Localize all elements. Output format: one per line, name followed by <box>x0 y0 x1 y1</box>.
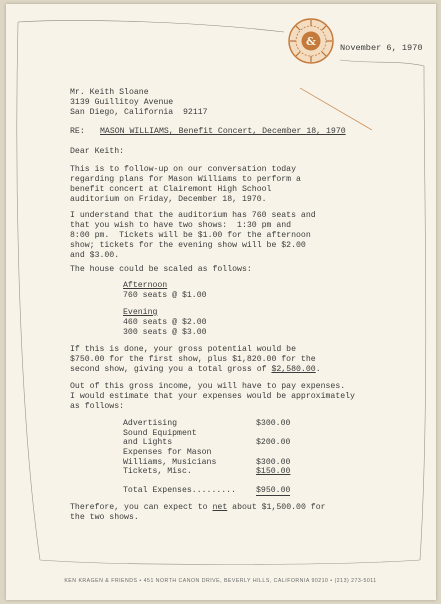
closing-emphasis: net <box>212 503 228 512</box>
gross-total: $2,580.00 <box>271 365 316 374</box>
paragraph-line: I would estimate that your expenses would be approximately <box>70 392 355 401</box>
paragraph-line: This is to follow-up on our conversation today <box>70 165 297 174</box>
expense-label: Expenses for Mason <box>123 448 212 457</box>
paragraph-line: regarding plans for Mason Williams to perform a <box>70 175 301 184</box>
gross-period: . <box>315 365 321 374</box>
paragraph-line: If this is done, your gross potential would be <box>70 345 297 354</box>
expense-label: Williams, Musicians <box>123 458 217 467</box>
paragraph-line: and $3.00. <box>70 251 120 260</box>
expense-amount: $150.00 <box>256 467 291 476</box>
closing-line <box>70 503 326 513</box>
expense-amount: $200.00 <box>256 438 291 447</box>
friends-logo-icon <box>287 17 335 65</box>
total-expenses-label: Total Expenses......... <box>123 486 237 495</box>
paragraph-line: 8:00 pm. Tickets will be $1.00 for the afternoon <box>70 231 311 240</box>
paragraph-line: Out of this gross income, you will have to pay expenses. <box>70 382 346 391</box>
closing-prefix: Therefore, you can expect to <box>70 503 213 512</box>
expense-label: Advertising <box>123 419 178 428</box>
re-label: RE: <box>70 127 85 136</box>
paragraph-line: that you wish to have two shows: 1:30 pm and <box>70 221 292 230</box>
paragraph-line <box>70 365 321 375</box>
letterhead-footer: KEN KRAGEN & FRIENDS • 451 NORTH CANON DRIVE, BEVERLY HILLS, CALIFORNIA 90210 • (213) 273-5011 <box>64 578 377 584</box>
recipient-street: 3139 Guillitoy Avenue <box>70 98 174 107</box>
expense-label: and Lights <box>123 438 173 447</box>
paragraph-line: $750.00 for the first show, plus $1,820.00 for the <box>70 355 316 364</box>
paragraph-line: auditorium on Friday, December 18, 1970. <box>70 195 267 204</box>
gross-text: second show, giving you a total gross of <box>70 365 272 374</box>
salutation: Dear Keith: <box>70 147 125 156</box>
expense-label: Tickets, Misc. <box>123 467 192 476</box>
expense-amount: $300.00 <box>256 458 291 467</box>
expense-label: Sound Equipment <box>123 429 197 438</box>
paragraph-line: show; tickets for the evening show will be $2.00 <box>70 241 306 250</box>
afternoon-seats: 760 seats @ $1.00 <box>123 291 207 300</box>
paragraph-line: benefit concert at Clairemont High School <box>70 185 272 194</box>
afternoon-heading: Afternoon <box>123 281 168 290</box>
paragraph-line: as follows: <box>70 402 125 411</box>
closing-line-2: the two shows. <box>70 513 139 522</box>
svg-text:&: & <box>306 35 316 48</box>
total-expenses-amount: $950.00 <box>256 486 291 495</box>
expense-amount: $300.00 <box>256 419 291 428</box>
closing-suffix: about $1,500.00 for <box>227 503 326 512</box>
scaling-intro: The house could be scaled as follows: <box>70 265 252 274</box>
letter-date: November 6, 1970 <box>340 43 423 53</box>
recipient-city: San Diego, California 92117 <box>70 108 208 117</box>
paragraph-line: I understand that the auditorium has 760 seats and <box>70 211 316 220</box>
evening-heading: Evening <box>123 308 158 317</box>
evening-seats-2: 300 seats @ $3.00 <box>123 328 207 337</box>
evening-seats-1: 460 seats @ $2.00 <box>123 318 207 327</box>
recipient-name: Mr. Keith Sloane <box>70 88 149 97</box>
re-subject: MASON WILLIAMS, Benefit Concert, December 18, 1970 <box>100 127 346 136</box>
